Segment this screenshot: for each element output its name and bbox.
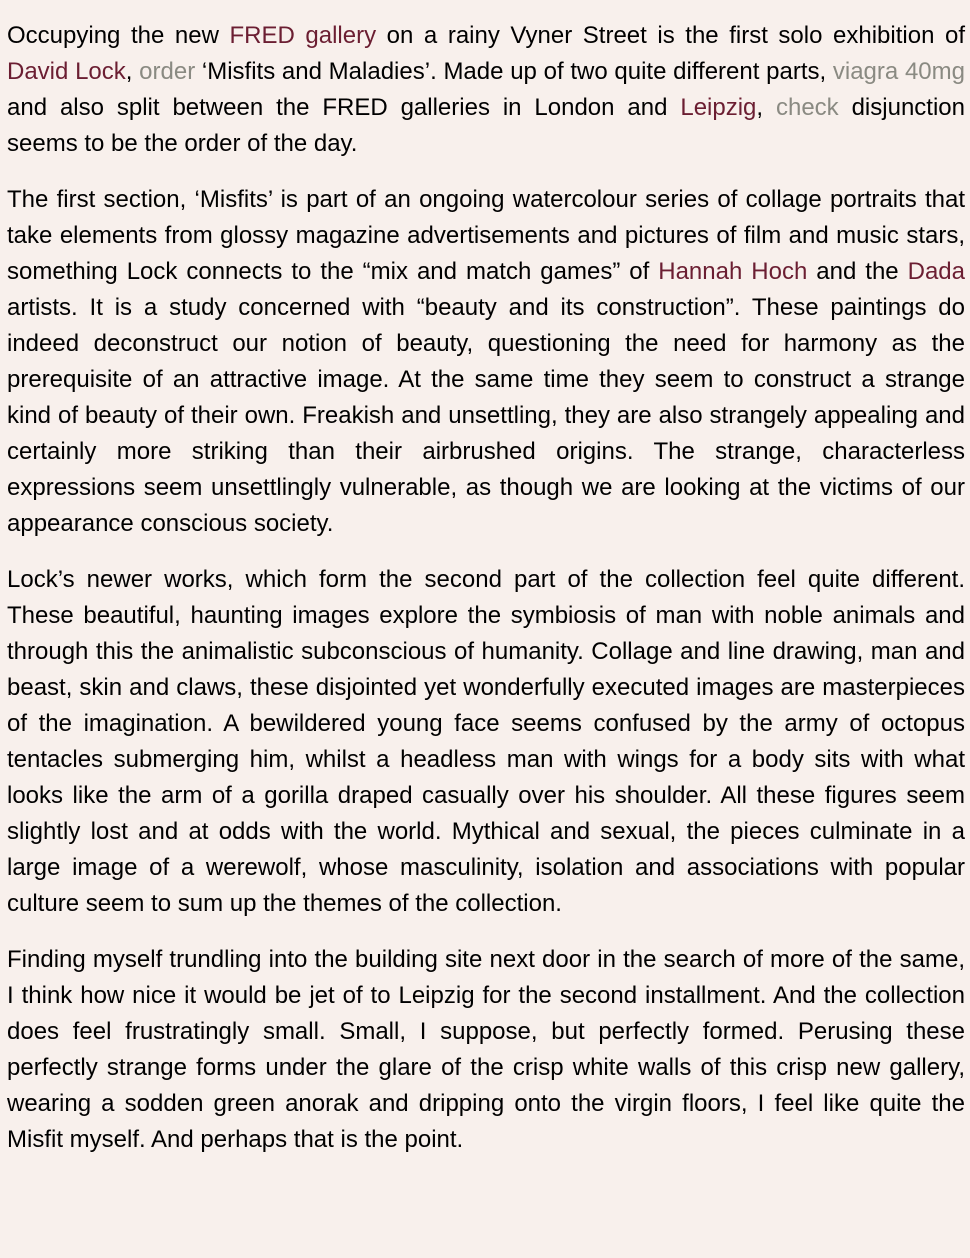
text-run: and the <box>807 258 908 285</box>
text-run: artists. It is a study concerned with “beauty and its construction”. These paintings do indeed deconstruct our notion of beauty, questioning the need for harmony as the prerequisite of an attractive image. At the same time they seem to construct a strange kind of beauty of their own. Freakish and unsettling, they are also strangely appealing and certainly more striking than their airbrushed origins. The strange, characterless expressions seem unsettlingly vulnerable, as though we are looking at the victims of our appearance conscious society. <box>7 294 965 537</box>
text-run: , <box>125 58 140 85</box>
text-run: ‘Misfits and Maladies’. Made up of two quite different parts, <box>195 58 833 85</box>
text-run: The first section, ‘Misfits’ is part of an ongoing watercolour series of collage portraits that take elements from glossy magazine advertisements and pictures of film and music stars, something Lock connects to the “mix and match games” of <box>7 186 965 285</box>
text-run: Occupying the new <box>7 22 230 49</box>
link-hannah-hoch[interactable]: Hannah Hoch <box>658 258 808 285</box>
paragraph-misfits <box>7 182 965 542</box>
text-run: and also split between the FRED galleries in London and <box>7 94 681 121</box>
link-check[interactable]: check <box>775 94 839 121</box>
text-run: Lock’s newer works, which form the second part of the collection feel quite different. These beautiful, haunting images explore the symbiosis of man with noble animals and through this the animalistic subconscious of humanity. Collage and line drawing, man and beast, skin and claws, these disjointed yet wonderfully executed images are masterpieces of the imagination. A bewildered young face seems confused by the army of octopus tentacles submerging him, whilst a headless man with wings for a body sits with what looks like the arm of a gorilla draped casually over his shoulder. All these figures seem slightly lost and at odds with the world. Mythical and sexual, the pieces culminate in a large image of a werewolf, whose masculinity, isolation and associations with popular culture seem to sum up the themes of the collection. <box>7 566 965 917</box>
link-dada[interactable]: Dada <box>907 258 965 285</box>
paragraph-conclusion <box>7 942 965 1158</box>
text-run: disjunction seems to be the order of the day. <box>7 94 965 157</box>
text-run: , <box>756 94 776 121</box>
link-fred-gallery[interactable]: FRED gallery <box>229 22 377 49</box>
text-run: Finding myself trundling into the building site next door in the search of more of the same, I think how nice it would be jet of to Leipzig for the second installment. And the collection does feel frustratingly small. Small, I suppose, but perfectly formed. Perusing these perfectly strange forms under the glare of the crisp white walls of this crisp new gallery, wearing a sodden green anorak and dripping onto the virgin floors, I feel like quite the Misfit myself. And perhaps that is the point. <box>7 946 965 1153</box>
paragraph-intro <box>7 18 965 162</box>
link-leipzig[interactable]: Leipzig <box>680 94 757 121</box>
link-order[interactable]: order <box>139 58 196 85</box>
text-run: on a rainy Vyner Street is the first solo exhibition of <box>376 22 966 49</box>
paragraph-newer-works <box>7 562 965 922</box>
link-david-lock[interactable]: David Lock <box>7 58 126 85</box>
link-viagra-40mg[interactable]: viagra 40mg <box>832 58 965 85</box>
